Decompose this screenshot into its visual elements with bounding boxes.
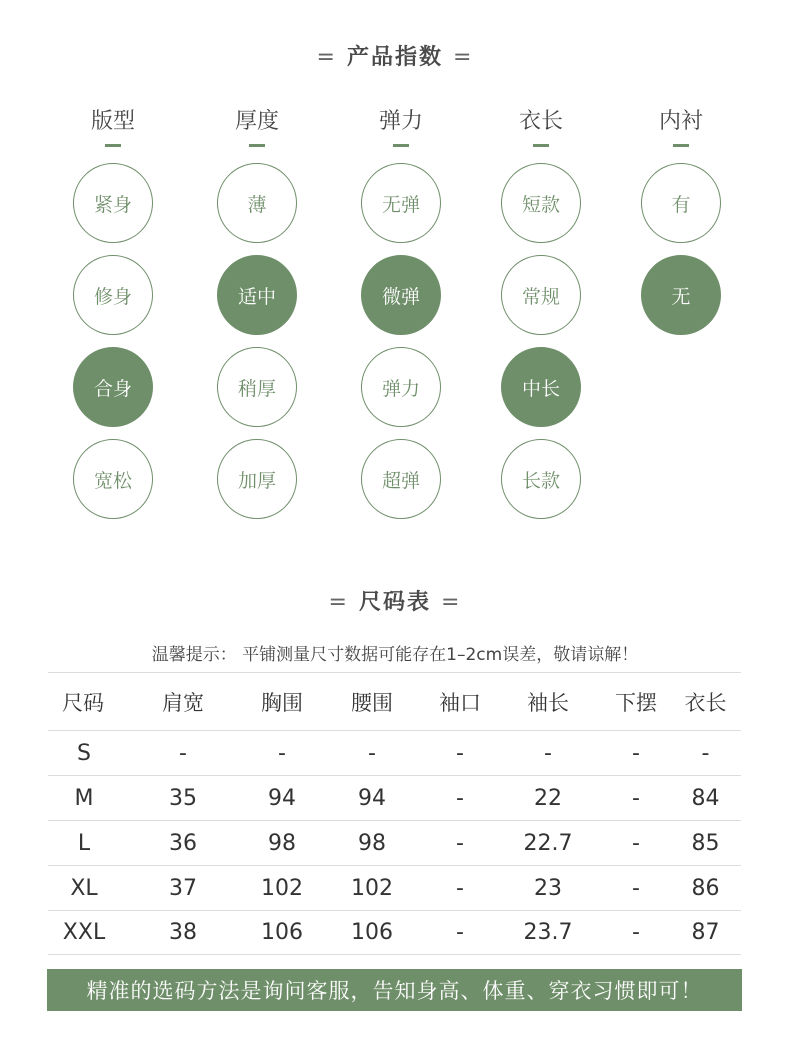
table-cell: 23.7 [523,920,573,945]
table-cell: - [456,830,464,856]
table-row [48,910,741,955]
size-label: S [77,740,91,766]
table-header-cell: 腰围 [351,690,393,715]
table-cell: 102 [261,875,303,901]
table-cell: 22 [534,785,562,811]
index-column [501,108,581,492]
table-cell: 106 [261,920,303,945]
table-cell: 36 [169,830,197,856]
size-chart-title-text: 尺码表 [358,590,431,615]
table-cell: - [368,740,376,766]
index-column [361,108,441,492]
table-cell: 98 [268,830,296,856]
table-header-row [48,672,741,730]
table-header-cell: 肩宽 [162,690,204,715]
table-cell: - [456,875,464,901]
index-column [641,108,721,308]
measurement-tip: 温馨提示： 平铺测量尺寸数据可能存在1–2cm误差，敬请谅解！ [151,645,639,665]
index-option: 常规 [501,255,581,335]
header-underline [105,144,121,147]
index-option: 薄 [217,163,297,243]
table-cell: - [456,785,464,811]
table-cell: 38 [169,920,197,945]
title-deco-left: = [328,590,349,615]
index-option: 稍厚 [217,347,297,427]
table-cell: - [179,740,187,766]
index-column-header: 衣长 [518,109,563,134]
table-header-cell: 衣长 [684,690,727,715]
size-chart-title [0,585,790,616]
size-label: L [77,830,91,856]
index-column-header: 厚度 [234,109,279,134]
title-deco-right: = [441,590,462,615]
table-cell: 98 [358,830,386,856]
table-cell: 37 [169,875,197,901]
table-cell: 22.7 [523,830,573,856]
table-cell: 102 [351,875,393,901]
index-option: 修身 [73,255,153,335]
table-cell: - [632,830,640,856]
table-cell: - [278,740,286,766]
table-cell: 86 [691,875,720,901]
table-cell: 94 [268,785,296,811]
header-underline [393,144,409,147]
index-column-header: 内衬 [658,109,703,134]
table-cell: 94 [358,785,386,811]
table-cell: - [632,740,640,766]
index-option: 超弹 [361,439,441,519]
index-column-header: 弹力 [378,109,423,134]
index-option-selected: 中长 [501,347,581,427]
table-cell: - [701,740,710,766]
index-option: 宽松 [73,439,153,519]
table-row [48,820,741,865]
table-cell: - [632,875,640,901]
index-option: 紧身 [73,163,153,243]
table-cell: 35 [169,785,197,811]
table-row [48,775,741,820]
table-cell: - [632,920,640,945]
title-deco-left: = [316,45,337,70]
table-cell: 23 [534,875,562,901]
index-option: 有 [641,163,721,243]
table-cell: - [456,740,464,766]
index-option: 长款 [501,439,581,519]
product-index-title-text: 产品指数 [346,45,443,70]
product-index-title [0,40,790,71]
size-table [48,672,741,955]
index-column [217,108,297,492]
index-option: 弹力 [361,347,441,427]
table-row [48,730,741,775]
table-cell: - [632,785,640,811]
index-option-selected: 无 [641,255,721,335]
table-cell: - [544,740,552,766]
table-cell: 85 [691,830,720,856]
table-cell: - [456,920,464,945]
table-header-cell: 袖口 [439,690,481,715]
index-column-header: 版型 [90,109,135,134]
header-underline [533,144,549,147]
table-cell: 84 [691,785,720,811]
size-label: M [74,785,94,811]
index-option-selected: 合身 [73,347,153,427]
index-option: 无弹 [361,163,441,243]
index-option: 加厚 [217,439,297,519]
index-option: 短款 [501,163,581,243]
table-cell: 106 [351,920,393,945]
index-option-selected: 微弹 [361,255,441,335]
table-cell: 87 [691,920,720,945]
footer-banner: 精准的选码方法是询问客服，告知身高、体重、穿衣习惯即可！ [47,969,742,1011]
table-header-cell: 下摆 [615,690,657,715]
table-row [48,865,741,910]
size-label: XL [70,875,98,901]
table-header-cell: 袖长 [527,690,569,715]
table-header-cell: 胸围 [261,690,303,715]
header-underline [249,144,265,147]
table-header-cell: 尺码 [62,690,104,715]
title-deco-right: = [453,45,474,70]
header-underline [673,144,689,147]
size-label: XXL [62,920,106,945]
index-column [73,108,153,492]
index-option-selected: 适中 [217,255,297,335]
